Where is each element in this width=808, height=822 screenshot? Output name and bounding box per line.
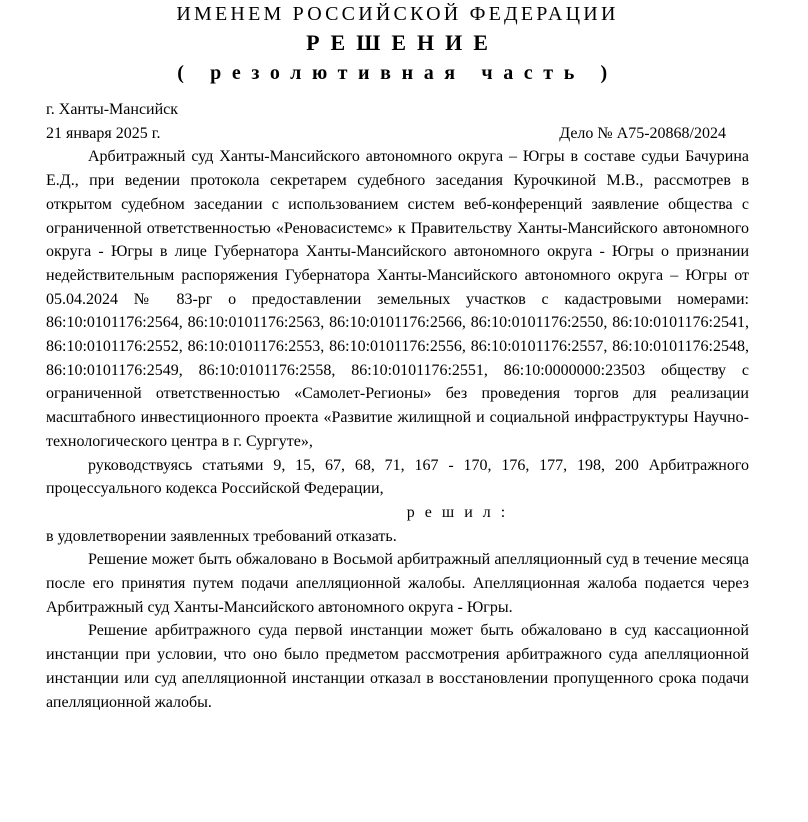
case-number: Дело № А75-20868/2024 <box>559 124 726 142</box>
date-case-row <box>46 122 749 146</box>
decision-date: 21 января 2025 г. <box>46 124 161 142</box>
paragraph-cassation: Решение арбитражного суда первой инстанции может быть обжаловано в суд кассационной инстанции при условии, что оно было предметом рассмотрения арбитражного суда апелляционной инстанции или суд апелляционной инстанции отказал в восстановлении пропущенного срока подачи апелляционной жалобы. <box>46 622 749 711</box>
city: г. Ханты-Мансийск <box>46 101 179 118</box>
paragraph-appeal: Решение может быть обжаловано в Восьмой арбитражный апелляционный суд в течение месяца после его принятия путем подачи апелляционной жалобы. Апелляционная жалоба подается через Арбитражный суд Ханты-Мансийского автономного округа - Югры. <box>46 551 749 616</box>
header-operative-part: ( резолютивная часть ) <box>177 62 618 84</box>
header-decision-title: РЕШЕНИЕ <box>306 30 499 55</box>
header-in-the-name: ИМЕНЕМ РОССИЙСКОЙ ФЕДЕРАЦИИ <box>176 3 619 25</box>
paragraph-legal-basis: руководствуясь статьями 9, 15, 67, 68, 71, 167 - 170, 176, 177, 198, 200 Арбитражного процессуального кодекса Российской Федерации, <box>46 456 749 498</box>
decided-heading: р е ш и л : <box>406 503 509 521</box>
document-page <box>46 0 749 714</box>
paragraph-circumstances: Арбитражный суд Ханты-Мансийского автономного округа – Югры в составе судьи Бачурина Е.Д., при ведении протокола секретарем судебного заседания Курочкиной М.В., рассмотрев в открытом судебном заседании с использованием систем веб-конференций заявление общества с ограниченной ответственностью «Реновасистемс» к Правительству Ханты-Мансийского автономного округа - Югры в лице Губернатора Ханты-Мансийского автономного округа - Югры о признании недействительным распоряжения Губернатора Ханты-Мансийского автономного округа – Югры от 05.04.2024 № 83-рг о предоставлении земельных участков с кадастровыми номерами: 86:10:0101176:2564, 86:10:0101176:2563, 86:10:0101176:2566, 86:10:0101176:2550, 86:10:0101176:2541, 86:10:0101176:2552, 86:10:0101176:2553, 86:10:0101176:2556, 86:10:0101176:2557, 86:10:0101176:2548, 86:10:0101176:2549, 86:10:0101176:2558, 86:10:0101176:2551, 86:10:0000000:23503 обществу с ограниченной ответственностью «Самолет-Регионы» без проведения торгов для реализации масштабного инвестиционного проекта «Развитие жилищной и социальной инфраструктуры Научно-технологического центра в г. Сургуте», <box>46 148 749 450</box>
paragraph-ruling: в удовлетворении заявленных требований отказать. <box>46 527 397 545</box>
